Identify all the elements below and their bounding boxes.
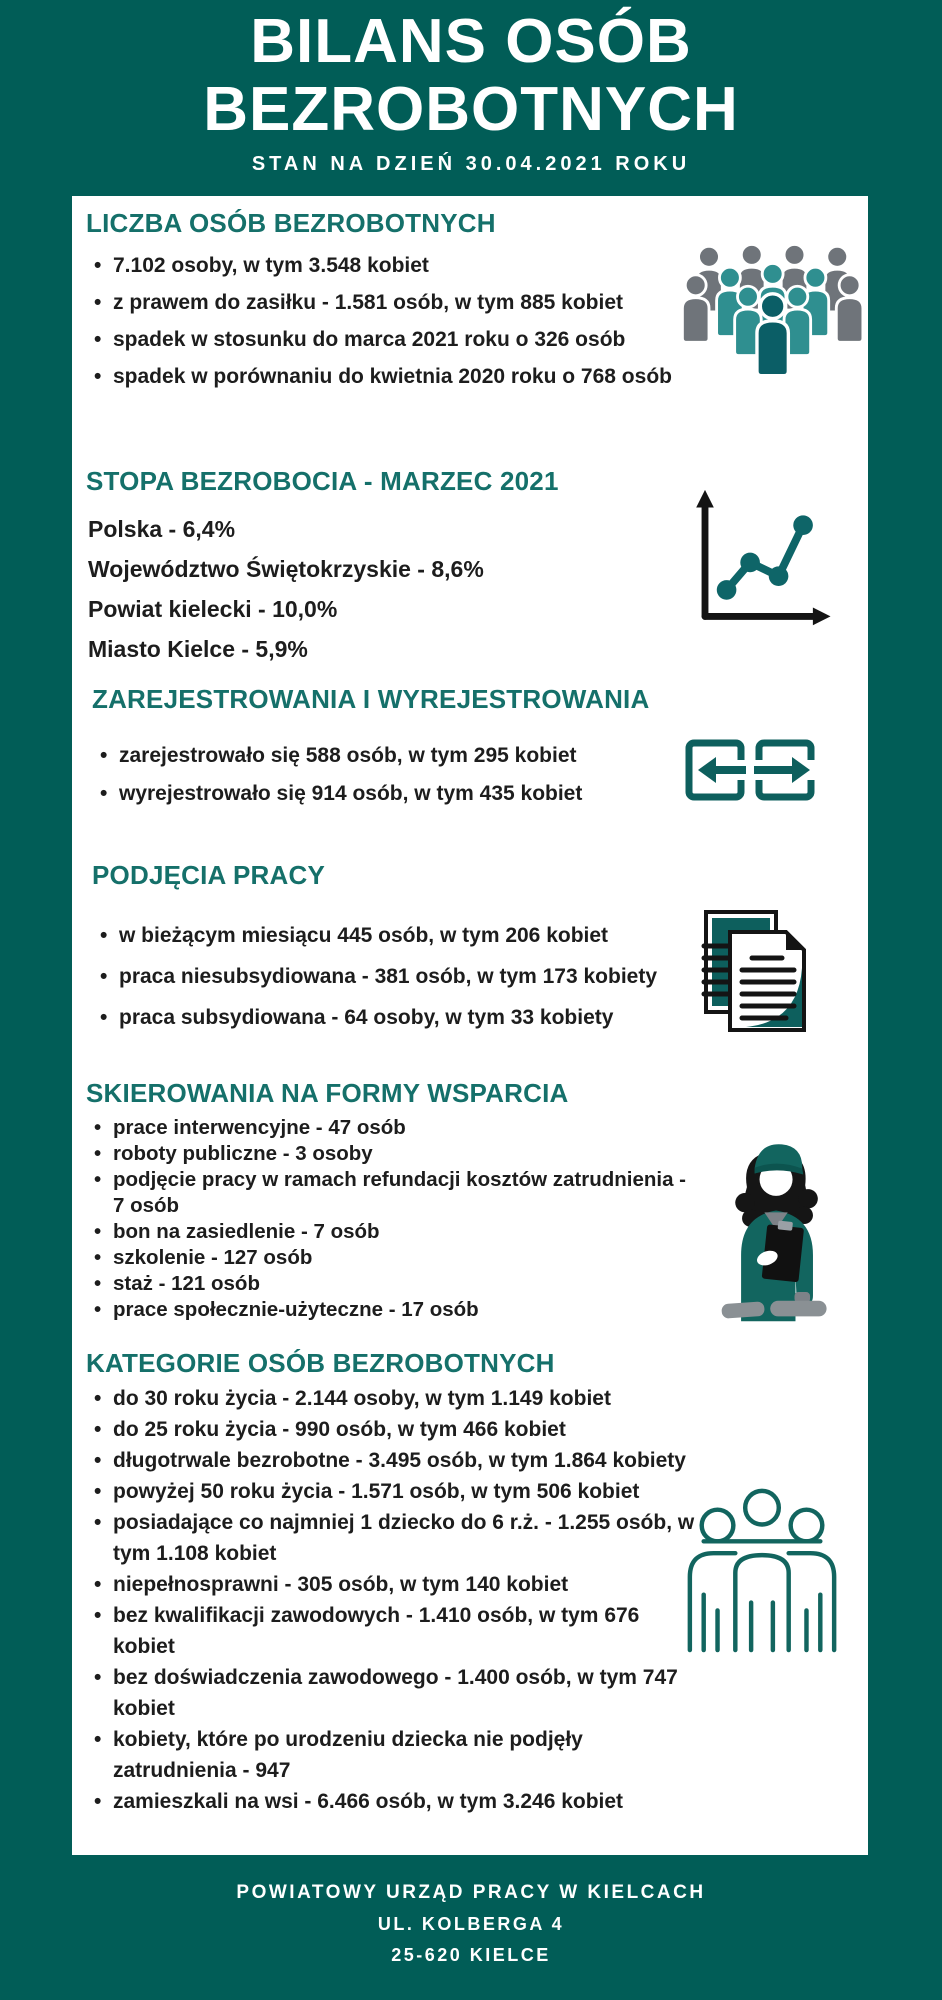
section-heading: KATEGORIE OSÓB BEZROBOTNYCH [86,1348,555,1378]
stat-line [86,589,686,629]
bullet-item [86,1600,702,1662]
bullet-item [86,1115,690,1141]
bullet-item [86,1476,702,1507]
stat-text: Miasto Kielce - 5,9% [88,636,308,662]
bullet-item [86,1245,690,1271]
bullet-text: zamieszkali na wsi - 6.466 osób, w tym 3.246 kobiet [113,1790,624,1813]
footer-org-name: POWIATOWY URZĄD PRACY W KIELCACH [236,1882,706,1903]
section-heading: STOPA BEZROBOCIA - MARZEC 2021 [86,466,559,496]
bullet-item [86,1724,702,1786]
bullet-text: w bieżącym miesiącu 445 osób, w tym 206 kobiet [119,924,609,947]
stat-line [86,509,686,549]
bullet-item [86,1219,690,1245]
worker-woman-icon [710,1128,846,1324]
bullet-text: praca niesubsydiowana - 381 osób, w tym 173 kobiety [119,965,658,988]
section-heading: SKIEROWANIA NA FORMY WSPARCIA [86,1078,569,1108]
bullet-text: wyrejestrowało się 914 osób, w tym 435 kobiet [119,782,583,805]
bullet-item [86,323,686,357]
bullet-item [86,1662,702,1724]
three-people-outline-icon [678,1478,846,1656]
bullet-text: posiadające co najmniej 1 dziecko do 6 r.ż. - 1.255 osób, w tym 1.108 kobiet [113,1511,695,1565]
bullet-text: zarejestrowało się 588 osób, w tym 295 kobiet [119,744,577,767]
bullet-item [86,360,686,394]
bullet-item [92,960,708,994]
bullet-text: prace społecznie-użyteczne - 17 osób [113,1298,479,1321]
bullet-item [86,1141,690,1167]
footer-street: UL. KOLBERGA 4 [377,1914,565,1934]
in-out-arrows-icon [684,736,816,804]
bullet-item [86,1445,702,1476]
bullet-item [92,777,708,811]
section-heading: LICZBA OSÓB BEZROBOTNYCH [86,208,496,238]
bullet-text: staż - 121 osób [113,1272,260,1295]
section-stopa-bezrobocia [86,466,686,669]
bullet-item [92,1001,708,1035]
section-heading: ZAREJESTROWANIA I WYREJESTROWANIA [92,684,650,714]
bullet-text: spadek w porównaniu do kwietnia 2020 roku o 768 osób [113,365,672,388]
bullet-text: praca subsydiowana - 64 osoby, w tym 33 kobiety [119,1006,614,1029]
bullet-item [86,249,686,283]
bullet-text: powyżej 50 roku życia - 1.571 osób, w tym 506 kobiet [113,1480,640,1503]
bullet-text: do 25 roku życia - 990 osób, w tym 466 kobiet [113,1418,566,1441]
page-title: BILANS OSÓB BEZROBOTNYCH [203,7,739,145]
bullet-text: szkolenie - 127 osób [113,1246,313,1269]
footer-city: 25-620 KIELCE [391,1945,551,1965]
bullet-item [86,1414,702,1445]
section-liczba-osob-bezrobotnych [86,208,686,397]
section-zarejestrowania-wyrejestrowania [92,684,708,815]
section-kategorie-osob-bezrobotnych [86,1348,702,1817]
footer [0,1855,942,2000]
bullet-text: bez doświadczenia zawodowego - 1.400 osób, w tym 747 kobiet [113,1666,678,1720]
bullet-list [86,1383,702,1817]
stats-list [86,509,686,669]
section-skierowania-formy-wsparcia [86,1078,690,1323]
documents-icon [690,906,822,1038]
crowd-icon [668,234,864,386]
bullet-list [86,249,686,394]
bullet-text: długotrwale bezrobotne - 3.495 osób, w tym 1.864 kobiety [113,1449,686,1472]
stat-text: Polska - 6,4% [88,516,236,542]
section-heading: PODJĘCIA PRACY [92,860,325,890]
bullet-item [86,1271,690,1297]
bullet-text: bon na zasiedlenie - 7 osób [113,1220,380,1243]
bullet-list [92,739,708,811]
bullet-item [92,739,708,773]
bullet-text: spadek w stosunku do marca 2021 roku o 326 osób [113,328,626,351]
section-podjecia-pracy [92,860,708,1042]
bullet-text: prace interwencyjne - 47 osób [113,1116,406,1139]
bullet-item [86,286,686,320]
bullet-text: podjęcie pracy w ramach refundacji kosztów zatrudnienia - 7 osób [113,1168,687,1217]
stat-line [86,549,686,589]
bullet-item [86,1786,702,1817]
bullet-item [86,1507,702,1569]
page-subtitle: STAN NA DZIEŃ 30.04.2021 ROKU [251,153,691,175]
bullet-text: bez kwalifikacji zawodowych - 1.410 osób, w tym 676 kobiet [113,1604,640,1658]
bullet-list [92,919,708,1035]
bullet-item [86,1167,690,1219]
bullet-text: do 30 roku życia - 2.144 osoby, w tym 1.149 kobiet [113,1387,611,1410]
bullet-text: 7.102 osoby, w tym 3.548 kobiet [113,254,429,277]
bullet-item [86,1383,702,1414]
bullet-list [86,1115,690,1323]
bullet-item [92,919,708,953]
bullet-text: niepełnosprawni - 305 osób, w tym 140 kobiet [113,1573,569,1596]
stat-line [86,629,686,669]
bullet-text: z prawem do zasiłku - 1.581 osób, w tym 885 kobiet [113,291,623,314]
bullet-item [86,1297,690,1323]
bullet-item [86,1569,702,1600]
bullet-text: kobiety, które po urodzeniu dziecka nie podjęły zatrudnienia - 947 [113,1728,583,1782]
stat-text: Powiat kielecki - 10,0% [88,596,338,622]
bullet-text: roboty publiczne - 3 osoby [113,1142,373,1165]
content-card [72,196,868,1855]
stat-text: Województwo Świętokrzyskie - 8,6% [88,556,484,582]
line-chart-icon [676,484,836,636]
